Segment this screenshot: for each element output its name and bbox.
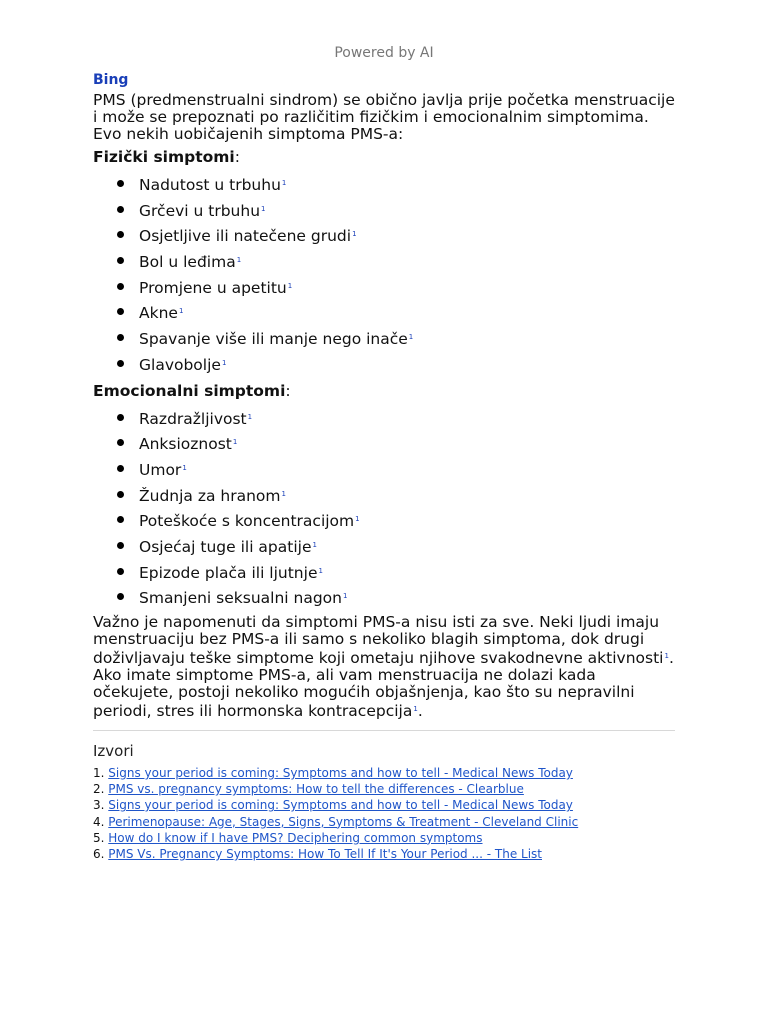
citation-link[interactable]: 1: [247, 412, 253, 421]
physical-heading: [93, 147, 678, 167]
bullet-icon: [117, 360, 124, 367]
bullet-icon: [117, 308, 124, 315]
brand-label: Bing: [93, 72, 129, 88]
bullet-icon: [117, 491, 124, 498]
source-link[interactable]: How do I know if I have PMS? Deciphering common symptoms: [108, 830, 483, 845]
source-item: [93, 830, 678, 846]
list-item: [93, 274, 678, 300]
symptom-text: Osjećaj tuge ili apatije: [139, 537, 312, 556]
citation-link[interactable]: 1: [287, 281, 293, 290]
divider: [93, 730, 675, 731]
symptom-text: Spavanje više ili manje nego inače: [139, 330, 408, 349]
symptom-text: Glavobolje: [139, 355, 221, 374]
list-item: [93, 222, 678, 248]
citation-link[interactable]: 1: [342, 592, 348, 601]
bullet-icon: [117, 542, 124, 549]
emotional-heading-suffix: :: [285, 381, 291, 400]
citation-link[interactable]: 1: [312, 540, 317, 549]
source-item: [93, 765, 678, 781]
list-item: [93, 248, 678, 274]
source-number: 6.: [93, 846, 105, 861]
source-link[interactable]: PMS Vs. Pregnancy Symptoms: How To Tell If It's Your Period ... - The List: [108, 846, 542, 861]
bullet-icon: [117, 593, 124, 600]
source-number: 5.: [93, 830, 105, 845]
source-number: 1.: [93, 766, 105, 780]
source-item: [93, 846, 678, 862]
sources-title: Izvori: [93, 742, 134, 760]
citation-link[interactable]: 1: [232, 438, 238, 447]
bullet-icon: [117, 257, 124, 264]
symptom-text: Smanjeni seksualni nagon: [139, 589, 342, 608]
citation-link[interactable]: 1: [281, 179, 287, 187]
citation-link[interactable]: 1: [355, 515, 360, 524]
citation-link[interactable]: 1: [261, 204, 266, 213]
symptom-text: Poteškoće s koncentracijom: [139, 512, 355, 531]
bullet-icon: [117, 231, 124, 238]
bullet-icon: [117, 439, 124, 446]
source-item: [93, 797, 678, 813]
symptom-text: Razdražljivost: [139, 409, 247, 428]
list-item: [93, 351, 678, 377]
citation-link[interactable]: 1: [664, 652, 669, 660]
physical-heading-suffix: :: [234, 148, 240, 166]
citation-link[interactable]: 1: [178, 307, 184, 316]
symptom-text: Akne: [139, 304, 178, 323]
symptom-text: Osjetljive ili natečene grudi: [139, 227, 352, 246]
emotional-heading: [93, 381, 678, 401]
list-item: [93, 482, 678, 508]
citation-link[interactable]: 1: [281, 489, 286, 498]
symptom-text: Žudnja za hranom: [139, 486, 281, 505]
symptom-text: Umor: [139, 460, 182, 479]
citation-link[interactable]: 1: [236, 256, 242, 265]
source-link[interactable]: Signs your period is coming: Symptoms and how to tell - Medical News Today: [108, 798, 573, 813]
sources-list: [93, 765, 678, 862]
citation-link[interactable]: 1: [408, 333, 414, 342]
bullet-icon: [117, 180, 124, 187]
symptom-text: Nadutost u trbuhu: [139, 176, 281, 194]
bullet-icon: [117, 334, 124, 341]
symptom-text: Anksioznost: [139, 435, 232, 454]
conclusion-paragraph: [93, 614, 678, 720]
source-number: 3.: [93, 798, 105, 813]
symptom-text: Promjene u apetitu: [139, 278, 287, 297]
list-item: [93, 456, 678, 482]
citation-link[interactable]: 1: [182, 463, 187, 472]
bullet-icon: [117, 568, 124, 575]
source-item: [93, 781, 678, 797]
list-item: [93, 533, 678, 559]
list-item: [93, 584, 678, 610]
source-number: 2.: [93, 782, 105, 797]
bullet-icon: [117, 465, 124, 472]
conclusion-text-1: Važno je napomenuti da simptomi PMS-a nisu isti za sve. Neki ljudi imaju menstruaciju bez PMS-a ili samo s nekoliko blagih simptoma, dok drugi doživljavaju teške simptome koji ometaju njihove svakodnevne aktivnosti: [93, 613, 664, 667]
list-item: [93, 325, 678, 351]
list-item: [93, 507, 678, 533]
conclusion-text-3: .: [417, 702, 423, 720]
emotional-symptoms-list: [93, 405, 678, 611]
bullet-icon: [117, 414, 124, 421]
source-number: 4.: [93, 814, 105, 829]
list-item: [93, 171, 678, 197]
emotional-heading-text: Emocionalni simptomi: [93, 381, 286, 400]
source-link[interactable]: PMS vs. pregnancy symptoms: How to tell the differences - Clearblue: [108, 782, 524, 797]
symptom-text: Epizode plača ili ljutnje: [139, 563, 318, 582]
intro-paragraph: PMS (predmenstrualni sindrom) se obično javlja prije početka menstruacije i može se prepoznati po različitim fizičkim i emocionalnim simptomima. Evo nekih uobičajenih simptoma PMS-a:: [93, 91, 675, 143]
bullet-icon: [117, 516, 124, 523]
list-item: [93, 197, 678, 223]
list-item: [93, 559, 678, 585]
physical-symptoms-list: [93, 171, 678, 377]
conclusion-text-2: . Ako imate simptome PMS-a, ali vam menstruacija ne dolazi kada očekujete, postoji nekoliko mogućih objašnjenja, kao što su nepravilni periodi, stres ili hormonska kontracepcija: [93, 649, 674, 720]
bullet-icon: [117, 283, 124, 290]
bullet-icon: [117, 206, 124, 213]
citation-link[interactable]: 1: [318, 566, 323, 575]
citation-link[interactable]: 1: [352, 230, 357, 239]
source-link[interactable]: Signs your period is coming: Symptoms and how to tell - Medical News Today: [108, 766, 573, 780]
symptom-text: Bol u leđima: [139, 253, 236, 272]
physical-heading-text: Fizički simptomi: [93, 148, 235, 166]
citation-link[interactable]: 1: [221, 358, 227, 367]
symptom-text: Grčevi u trbuhu: [139, 201, 261, 220]
citation-link[interactable]: 1: [413, 705, 418, 713]
powered-by-label: Powered by AI: [334, 45, 434, 61]
source-link[interactable]: Perimenopause: Age, Stages, Signs, Symptoms & Treatment - Cleveland Clinic: [108, 814, 579, 829]
list-item: [93, 430, 678, 456]
list-item: [93, 405, 678, 431]
document-page: [93, 42, 678, 862]
list-item: [93, 299, 678, 325]
source-item: [93, 814, 678, 830]
